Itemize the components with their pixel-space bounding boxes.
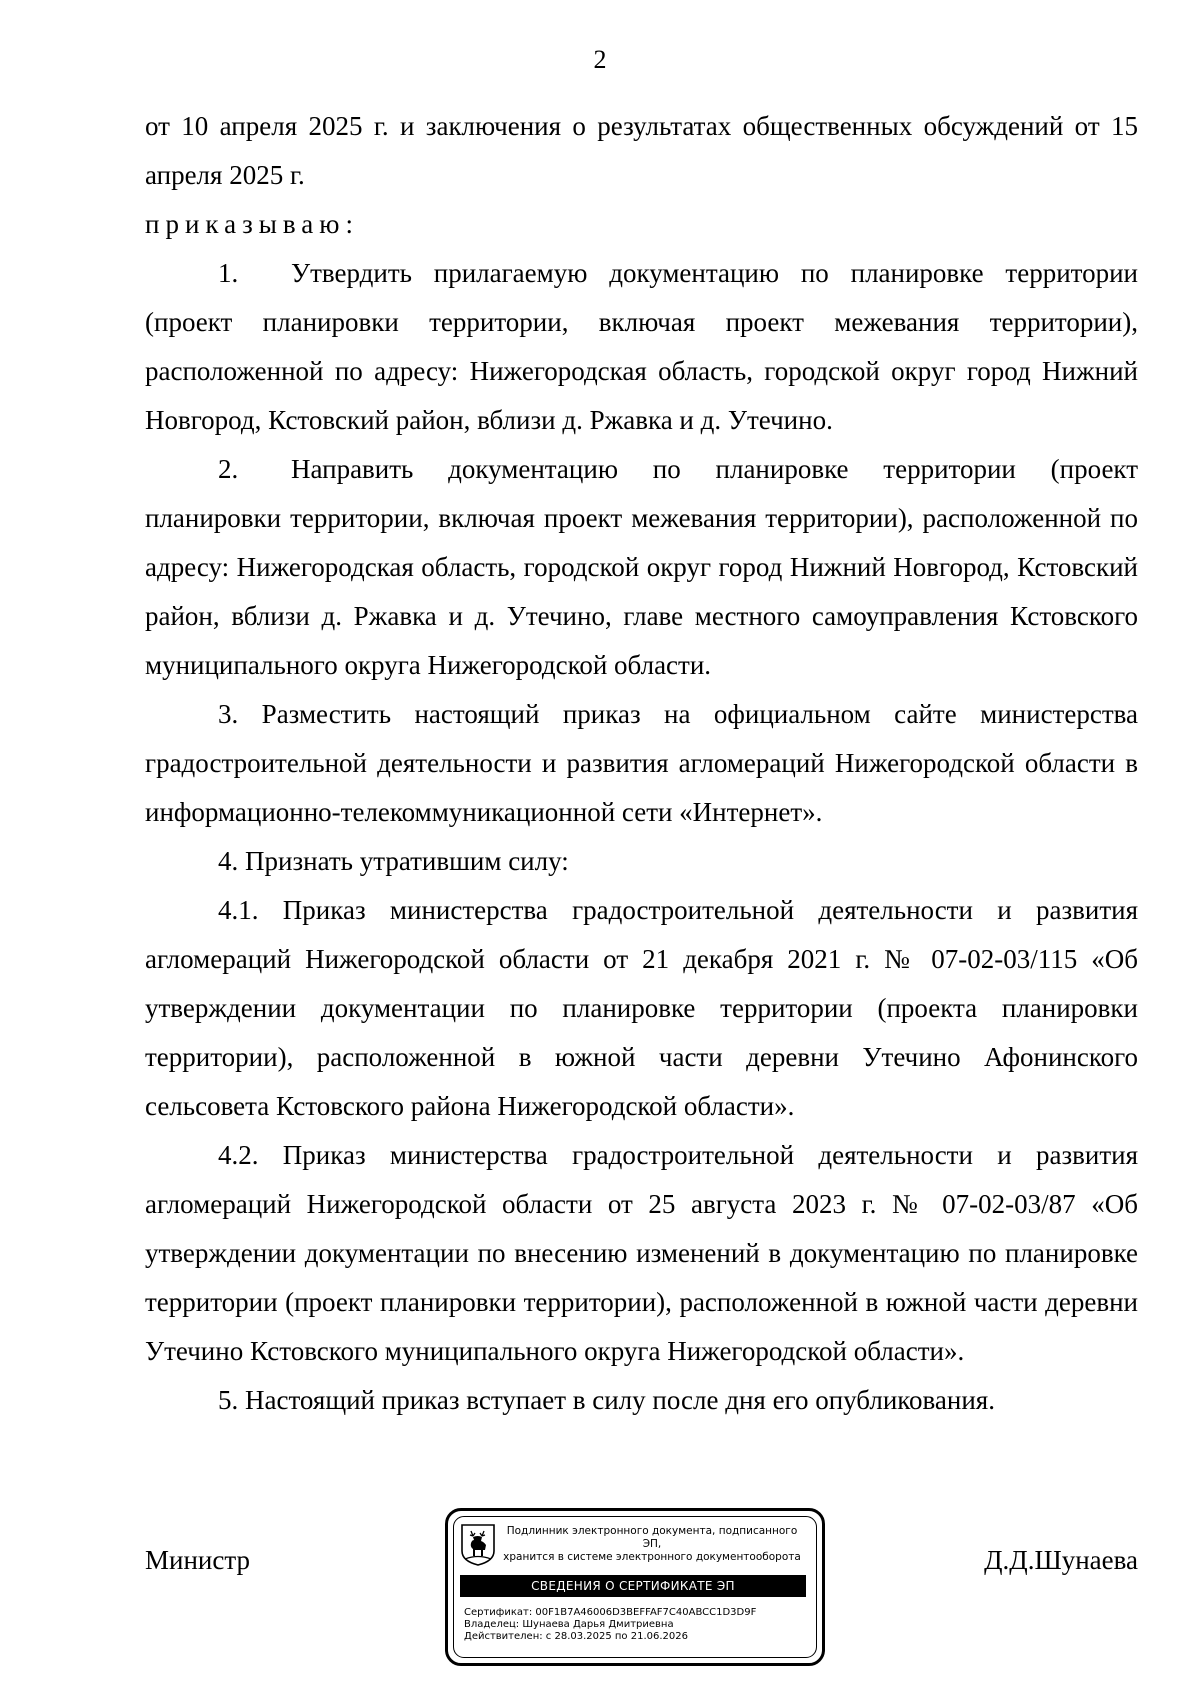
stamp-details xyxy=(464,1607,809,1643)
item-4-1: 4.1. Приказ министерства градостроительной деятельности и развития агломераций Нижегородской области от 21 декабря 2021 г. № 07-02-03/115 «Об утверждении документации по планировке территории (проекта планировки территории), расположенной в южной части деревни Утечино Афонинского сельсовета Кстовского района Нижегородской области». xyxy=(145,895,1138,1121)
item-1 xyxy=(145,249,1138,445)
deer-emblem-icon xyxy=(460,1523,496,1567)
item-1-text: Утвердить прилагаемую документацию по планировке территории (проект планировки территории, включая проект межевания территории), расположенной по адресу: Нижегородская область, городской округ город Нижний Новгород, Кстовский район, вблизи д. Ржавка и д. Утечино. xyxy=(145,258,1138,435)
item-1-number: 1. xyxy=(218,258,239,288)
stamp-header-line-2: хранится в системе электронного документооборота xyxy=(503,1551,801,1563)
stamp-valid: Действителен: с 28.03.2025 по 21.06.2026 xyxy=(464,1631,688,1642)
document-body xyxy=(145,102,1138,1425)
item-2-number: 2. xyxy=(218,454,239,484)
stamp-certificate-title: СВЕДЕНИЯ О СЕРТИФИКАТЕ ЭП xyxy=(460,1575,806,1597)
order-word-text: приказываю: xyxy=(145,209,359,239)
item-5: 5. Настоящий приказ вступает в силу после дня его опубликования. xyxy=(218,1385,995,1415)
item-2-text: Направить документацию по планировке территории (проект планировки территории, включая проект межевания территории), расположенной по адресу: Нижегородская область, городской округ город Нижний Новгород, Кстовский район, вблизи д. Ржавка и д. Утечино, главе местного самоуправления Кстовского муниципального округа Нижегородской области. xyxy=(145,454,1138,680)
stamp-owner: Владелец: Шунаева Дарья Дмитриевна xyxy=(464,1619,674,1630)
signature-position: Министр xyxy=(145,1545,250,1575)
stamp-certificate: Сертификат: 00F1B7A46006D3BEFFAF7C40ABCC1D3D9F xyxy=(464,1607,757,1618)
order-word xyxy=(145,200,1138,249)
intro-paragraph: от 10 апреля 2025 г. и заключения о результатах общественных обсуждений от 15 апреля 2025 г. xyxy=(145,111,1138,190)
signature-block xyxy=(145,1510,1138,1670)
signature-name: Д.Д.Шунаева xyxy=(984,1545,1138,1575)
electronic-signature-stamp xyxy=(445,1508,825,1666)
item-2 xyxy=(145,445,1138,690)
item-3: 3. Разместить настоящий приказ на официальном сайте министерства градостроительной деятельности и развития агломераций Нижегородской области в информационно-телекоммуникационной сети «Интернет». xyxy=(145,699,1138,827)
item-4: 4. Признать утратившим силу: xyxy=(218,846,569,876)
page-number: 2 xyxy=(593,45,607,74)
stamp-header-line-1: Подлинник электронного документа, подписанного ЭП, xyxy=(506,1525,798,1550)
stamp-header xyxy=(502,1525,802,1564)
item-4-2: 4.2. Приказ министерства градостроительной деятельности и развития агломераций Нижегородской области от 25 августа 2023 г. № 07-02-03/87 «Об утверждении документации по внесению изменений в документацию по планировке территории (проект планировки территории), расположенной в южной части деревни Утечино Кстовского муниципального округа Нижегородской области». xyxy=(145,1140,1138,1366)
